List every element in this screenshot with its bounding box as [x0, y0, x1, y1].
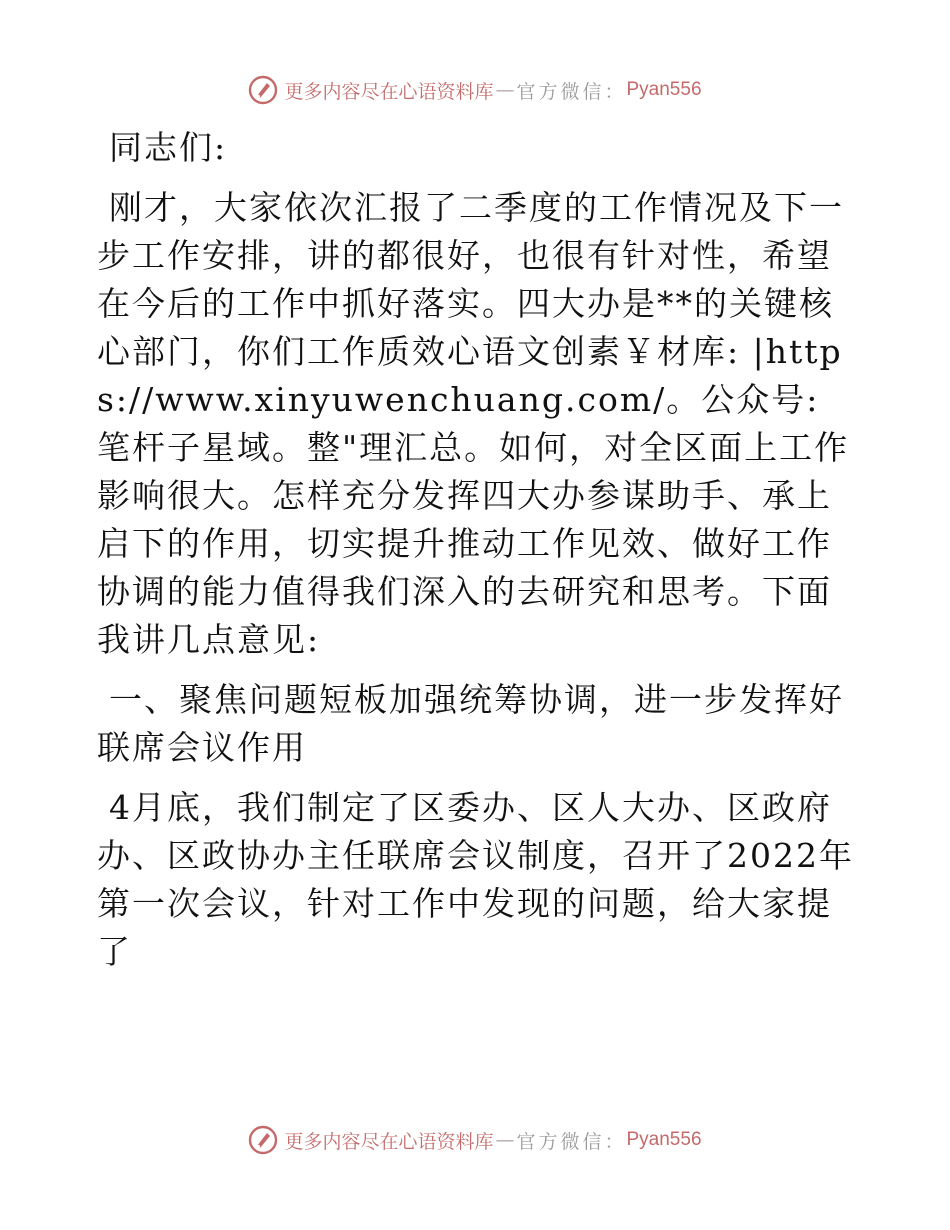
pen-nib-logo-icon — [248, 1125, 278, 1155]
header-watermark — [0, 70, 950, 110]
watermark-wechat-id: Pyan556 — [626, 1129, 702, 1150]
intro-paragraph: 刚才，大家依次汇报了二季度的工作情况及下一步工作安排，讲的都很好，也很有针对性，希望在今后的工作中抓好落实。四大办是**的关键核心部门，你们工作质效心语文创素￥材库: |https://www.xinyuwenchuang.com/。公众号: 笔杆子星域。整"理汇总。如何，对全区面上工作影响很大。怎样充分发挥四大办参谋助手、承上启下的作用，切实提升推动工作见效、做好工作协调的能力值得我们深入的去研究和思考。下面我讲几点意见: — [97, 188, 850, 659]
watermark-separator: — — [495, 79, 515, 101]
section-heading-1: 一、聚焦问题短板加强统筹协调，进一步发挥好联席会议作用 — [97, 680, 844, 767]
watermark-separator: — — [495, 1129, 515, 1151]
watermark-official-label: 官方微信： — [516, 1130, 627, 1153]
watermark-brand: 更多内容尽在心语资料库 — [284, 80, 494, 103]
salutation: 同志们: — [109, 128, 228, 167]
watermark-official-label: 官方微信： — [516, 80, 627, 103]
body-paragraph: 4月底，我们制定了区委办、区人大办、区政府办、区政协办主任联席会议制度，召开了2022年第一次会议，针对工作中发现的问题，给大家提了 — [97, 788, 854, 971]
watermark-wechat-id: Pyan556 — [626, 79, 702, 100]
document-body — [97, 124, 857, 976]
pen-nib-logo-icon — [248, 75, 278, 105]
footer-watermark — [0, 1120, 950, 1160]
watermark-brand: 更多内容尽在心语资料库 — [284, 1130, 494, 1153]
